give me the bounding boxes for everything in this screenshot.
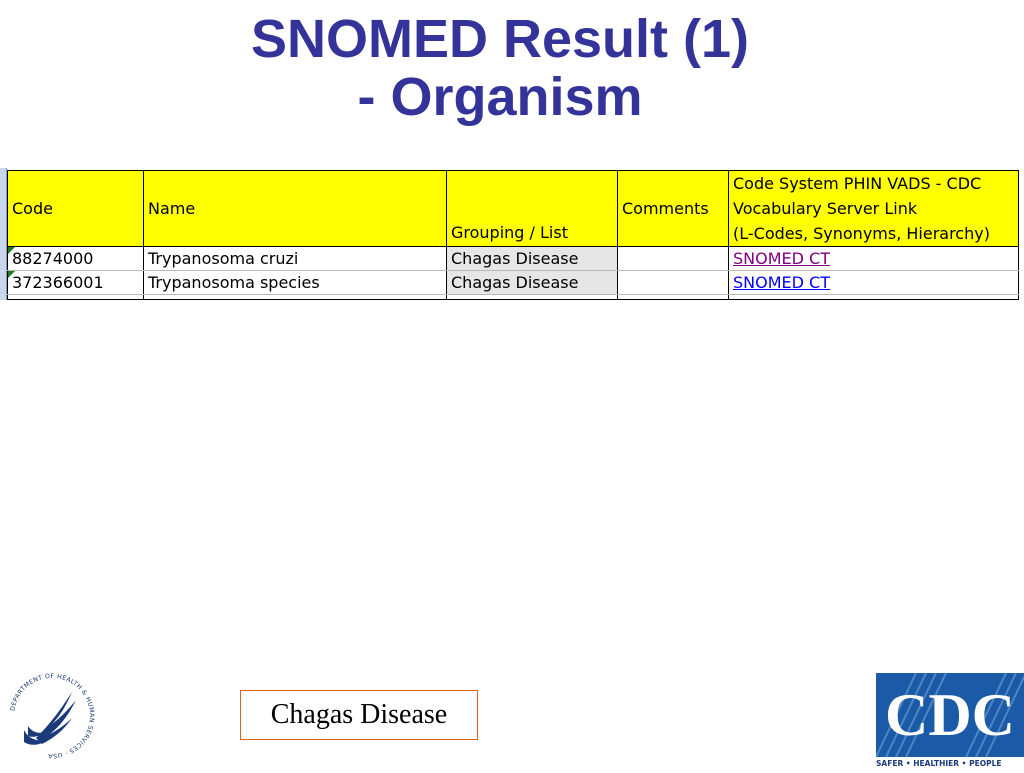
cell-comments[interactable] bbox=[618, 271, 729, 295]
cell-grouping[interactable]: Chagas Disease bbox=[447, 271, 618, 295]
table-header-row bbox=[8, 171, 1019, 247]
cell-name[interactable]: Trypanosoma cruzi bbox=[144, 247, 447, 271]
cell-name[interactable]: Trypanosoma species bbox=[144, 271, 447, 295]
header-code-system-line-3: (L-Codes, Synonyms, Hierarchy) bbox=[733, 224, 990, 243]
snomed-ct-link[interactable]: SNOMED CT bbox=[733, 249, 830, 268]
caption-box: Chagas Disease bbox=[240, 690, 478, 740]
header-grouping: Grouping / List bbox=[447, 171, 618, 247]
snomed-ct-link[interactable]: SNOMED CT bbox=[733, 273, 830, 292]
cell-code[interactable]: 88274000 bbox=[8, 247, 144, 271]
header-code-system-line-1: Code System PHIN VADS - CDC bbox=[733, 174, 982, 193]
cdc-logo bbox=[876, 673, 1024, 768]
row-header-strip bbox=[0, 168, 7, 300]
table-row bbox=[8, 271, 1019, 295]
hhs-ring-text: DEPARTMENT OF HEALTH & HUMAN SERVICES · USA bbox=[9, 672, 96, 760]
header-code-system bbox=[729, 171, 1019, 247]
header-code-system-line-2: Vocabulary Server Link bbox=[733, 199, 918, 218]
table-row-partial bbox=[8, 295, 1019, 300]
spreadsheet-excerpt bbox=[0, 168, 1024, 303]
hhs-eagle-icon bbox=[6, 670, 98, 762]
snomed-results-table bbox=[7, 170, 1019, 300]
page-title bbox=[0, 10, 1000, 126]
cdc-tagline: SAFER • HEALTHIER • PEOPLE bbox=[876, 759, 1002, 768]
table-row bbox=[8, 247, 1019, 271]
header-comments: Comments bbox=[618, 171, 729, 247]
cell-grouping[interactable]: Chagas Disease bbox=[447, 247, 618, 271]
page-title-line-2: - Organism bbox=[357, 67, 643, 127]
header-name: Name bbox=[144, 171, 447, 247]
cdc-letters: CDC bbox=[885, 682, 1015, 748]
hhs-logo bbox=[6, 670, 98, 762]
header-code: Code bbox=[8, 171, 144, 247]
cell-link bbox=[729, 271, 1019, 295]
cell-comments[interactable] bbox=[618, 247, 729, 271]
svg-text:DEPARTMENT OF HEALTH & HUMAN S bbox=[9, 673, 95, 759]
cell-link bbox=[729, 247, 1019, 271]
cdc-logo-icon bbox=[876, 673, 1024, 768]
page-title-line-1: SNOMED Result (1) bbox=[250, 9, 750, 69]
cell-code[interactable]: 372366001 bbox=[8, 271, 144, 295]
